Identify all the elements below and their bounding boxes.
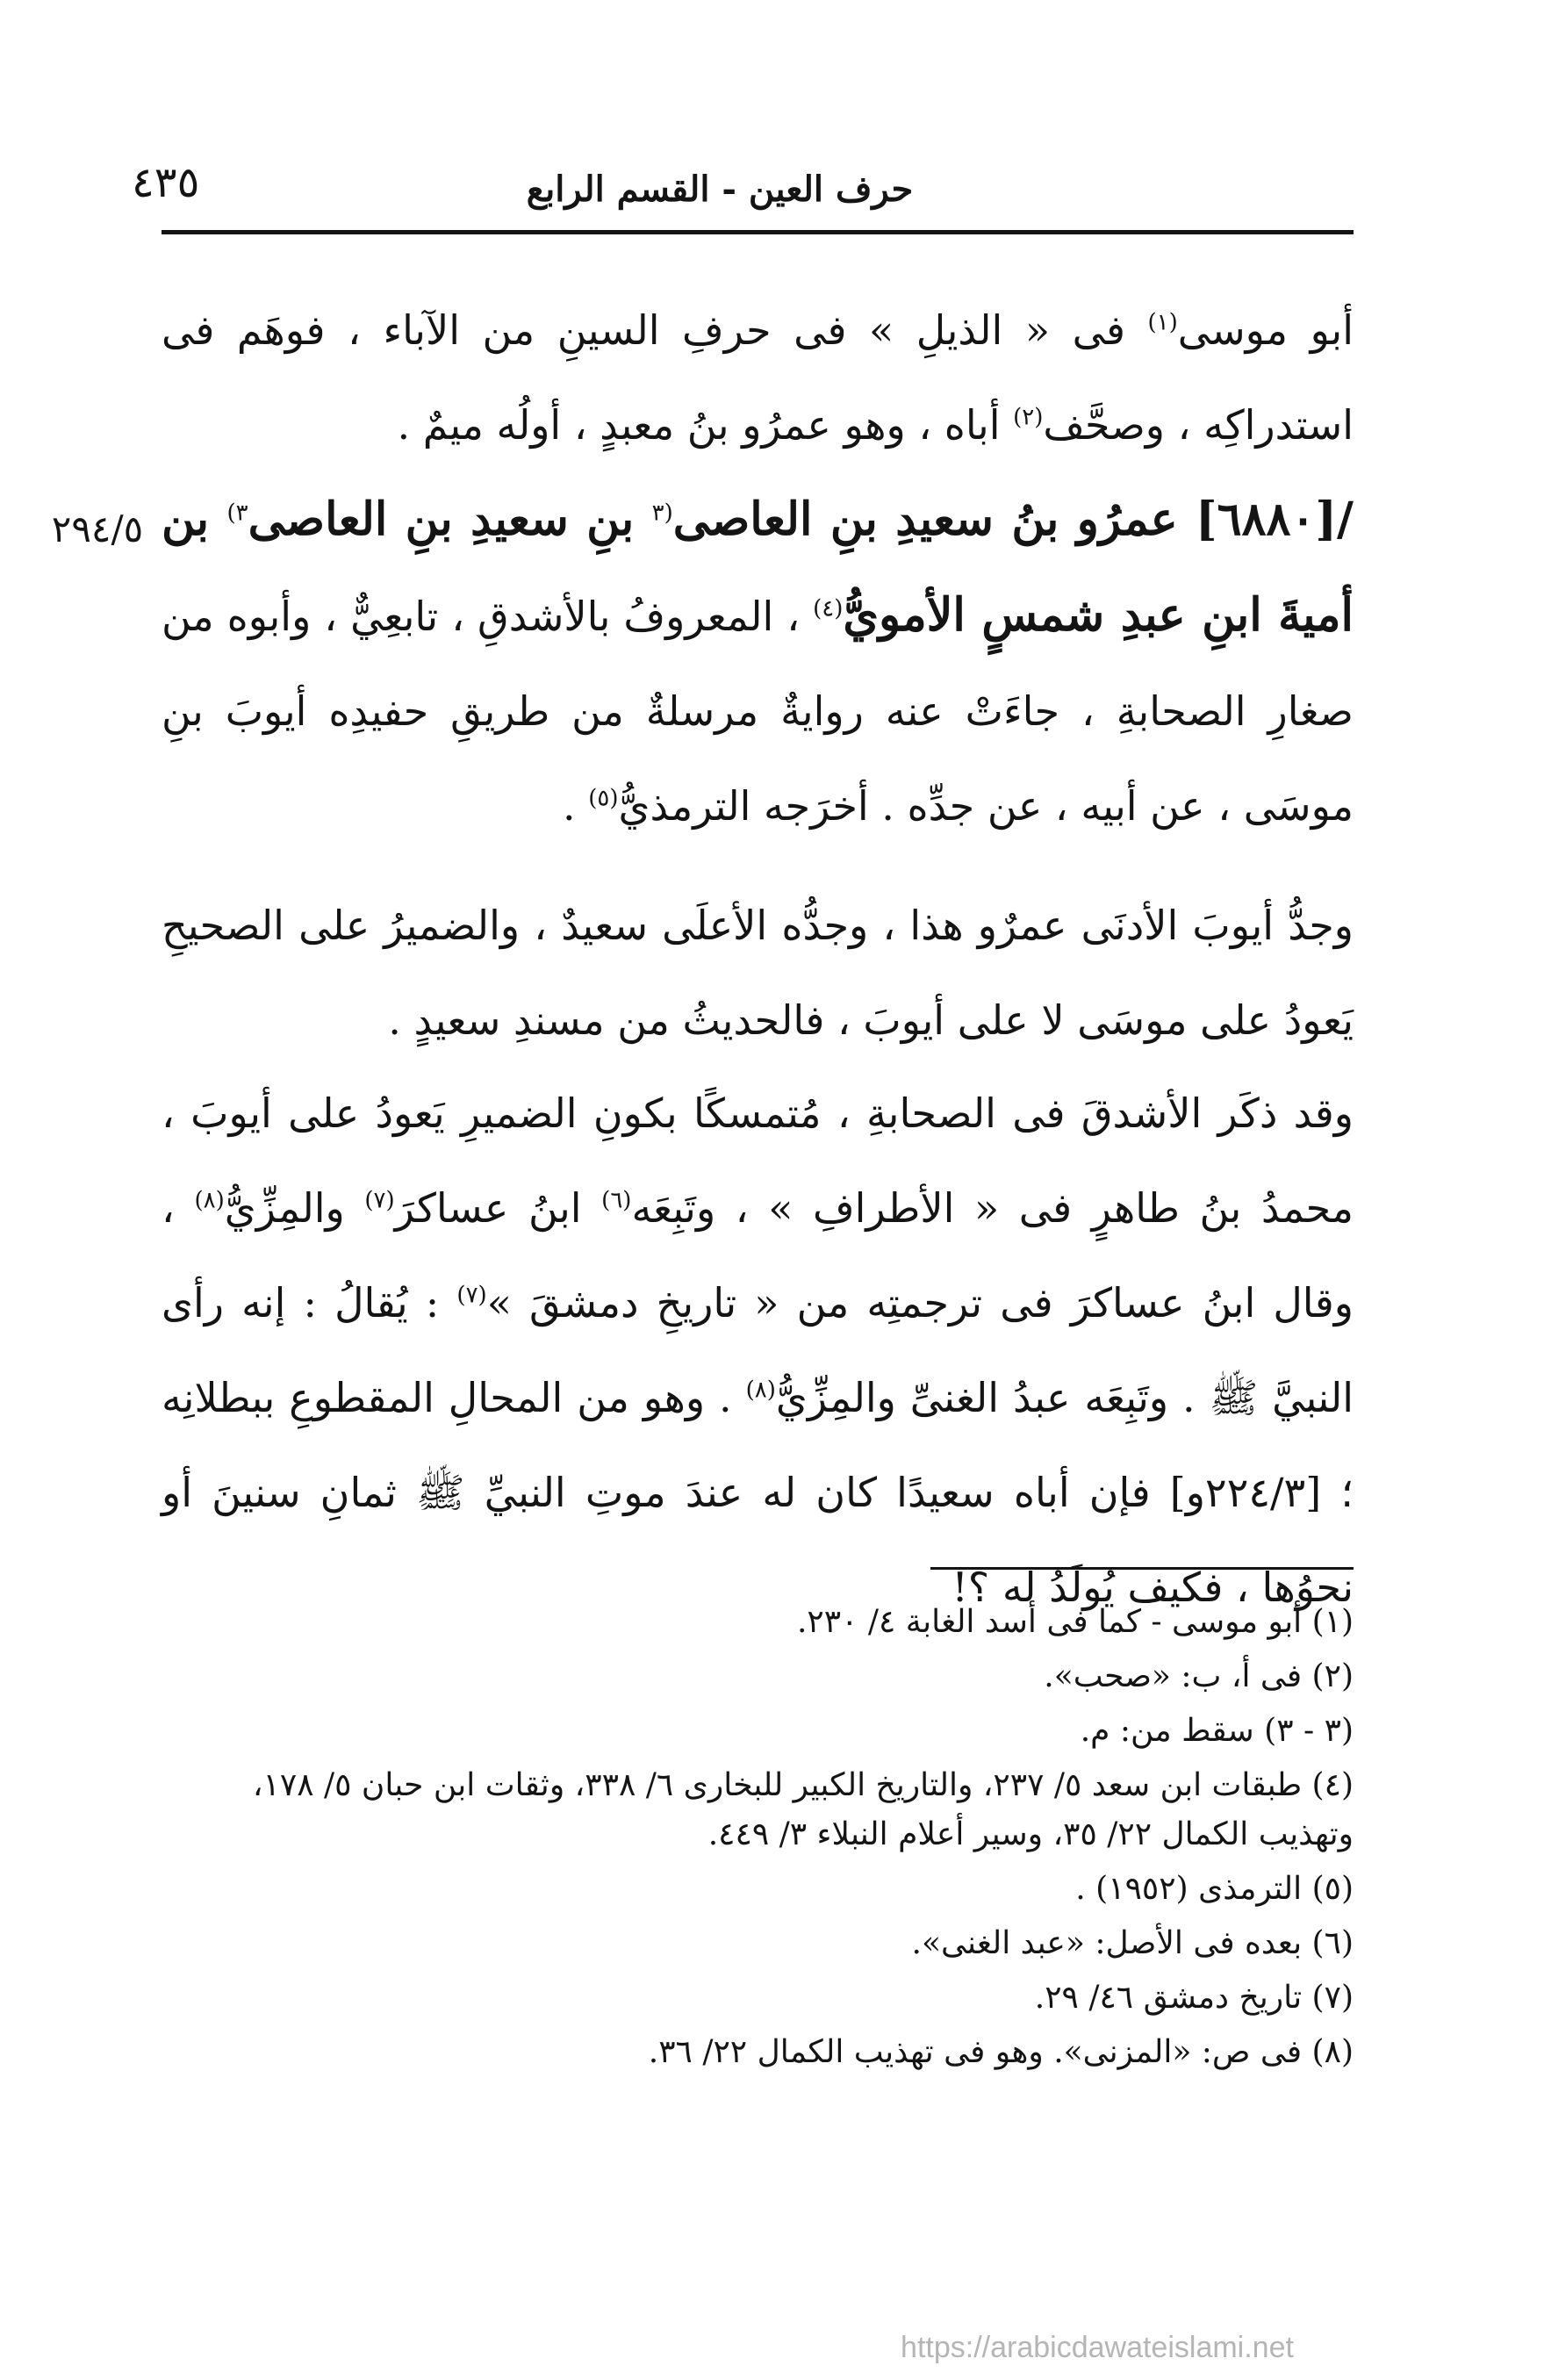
footnote-ref-4: (٤): [813, 595, 844, 622]
footnote-ref-1: (١): [1147, 309, 1178, 336]
footnote-item: (٧) تاريخ دمشق ٤٦/ ٢٩.: [1034, 1980, 1354, 2016]
watermark-url: https://arabicdawateislami.net: [901, 2331, 1294, 2364]
footnote-item: (٤) طبقات ابن سعد ٥/ ٢٣٧، والتاريخ الكبير للبخارى ٦/ ٣٣٨، وثقات ابن حبان ٥/ ١٧٨، وتهذيب الكمال ٢٢/ ٣٥، وسير أعلام النبلاء ٣/ ٤٤٩.: [252, 1767, 1354, 1852]
footnote-item: (٦) بعده فى الأصل: «عبد الغنى».: [911, 1925, 1354, 1961]
footnote-ref-7: (٧): [364, 1187, 395, 1214]
text-run: : يُقالُ : إنه رأى النبيَّ ﷺ . وتَبِعَه عبدُ الغنىِّ والمِزِّيُّ: [162, 1279, 1354, 1421]
text-run: أباه ، وهو عمرُو بنُ معبدٍ ، أولُه ميمٌ .: [397, 401, 1014, 449]
footnote-item: (٣ - ٣) سقط من: م.: [1080, 1713, 1354, 1749]
text-run: ، وقال ابنُ عساكرَ فى ترجمتِه من « تاريخِ دمشقَ »: [162, 1184, 1354, 1327]
text-run: . وهو من المحالِ المقطوعِ ببطلانِه ؛ [٢٢٤/٣و] فإن أباه سعيدًا كان له عندَ موتِ النبيِّ ﷺ ثمانِ سنينَ أو نحوُها ، فكيف يُولَدُ له ؟!: [162, 1374, 1354, 1611]
paragraph-text: وجدُّ أيوبَ الأدنَى عمرٌو هذا ، وجدُّه الأعلَى سعيدٌ ، والضميرُ على الصحيحِ يَعودُ على موسَى لا على أيوبَ ، فالحديثُ من مسندِ سعيدٍ .: [162, 902, 1354, 1044]
footnote-ref-2: (٢): [1013, 404, 1044, 431]
footnote-ref-8-repeat: (٨): [745, 1377, 776, 1404]
entry-name-continued: بنِ سعيدِ بنِ العاصى: [248, 493, 652, 546]
entry-name-lineage: بن أميةَ ابنِ عبدِ شمسٍ الأمويُّ: [162, 493, 1354, 642]
footnotes-list: [162, 1598, 1354, 2082]
footnote-ref-5: (٥): [588, 785, 619, 812]
page-number: ٤٣٥: [132, 158, 200, 207]
footnote-ref-3-start: (٣: [651, 500, 673, 527]
paragraph-grandfather: [162, 878, 1354, 1068]
entry-name: عمرُو بنُ سعيدِ بنِ العاصى: [672, 493, 1196, 546]
paragraph-ashdaq: [162, 1066, 1354, 1635]
footnote-ref-6: (٦): [601, 1187, 632, 1214]
footnote-item: (٥) الترمذى (١٩٥٢) .: [1075, 1871, 1354, 1907]
entry-number: [٦٨٨٠]: [1196, 493, 1337, 546]
paragraph-abu-musa: [162, 283, 1354, 853]
footnote-ref-7-repeat: (٧): [456, 1282, 487, 1309]
footnote-item: (٨) فى ص: «المزنى». وهو فى تهذيب الكمال ٢٢/ ٣٦.: [648, 2034, 1354, 2070]
text-run: ابنُ عساكرَ: [394, 1184, 602, 1232]
entry-text-end: .: [562, 782, 589, 830]
margin-volume-reference: ٢٩٤/٥: [51, 507, 144, 550]
text-run: والمِزِّيُّ: [224, 1184, 365, 1232]
entry-text: ، المعروفُ بالأشدقِ ، تابعِيٌّ ، وأبوه من صغارِ الصحابةِ ، جاءَتْ عنه روايةٌ مرسلةٌ من طريقِ حفيدِه أيوبَ بنِ موسَى ، عن أبيه ، عن جدِّه . أخرَجه الترمذيُّ: [162, 593, 1354, 830]
footnote-ref-8: (٨): [194, 1187, 225, 1214]
running-header-title: حرف العين - القسم الرابع: [526, 169, 914, 210]
footnote-ref-3-end: ٣): [226, 500, 248, 527]
text-run: فى « الذيلِ » فى حرفِ السينِ من الآباء ، فوهَم فى استدراكِه ، وصحَّف: [162, 306, 1354, 449]
text-run: أبو موسى: [1177, 306, 1354, 354]
footnote-item: (٢) فى أ، ب: «صحب».: [1044, 1658, 1354, 1694]
text-run: وقد ذكَر الأشدقَ فى الصحابةِ ، مُتمسكًا بكونِ الضميرِ يَعودُ على أيوبَ ، محمدُ بنُ طاهرٍ فى « الأطرافِ » ، وتَبِعَه: [162, 1089, 1354, 1232]
entry-marker: /: [1336, 493, 1354, 546]
footnote-item: (١) أبو موسى - كما فى أسد الغابة ٤/ ٢٣٠.: [796, 1604, 1354, 1640]
footnote-separator: [930, 1567, 1354, 1570]
header-rule: [162, 230, 1354, 234]
